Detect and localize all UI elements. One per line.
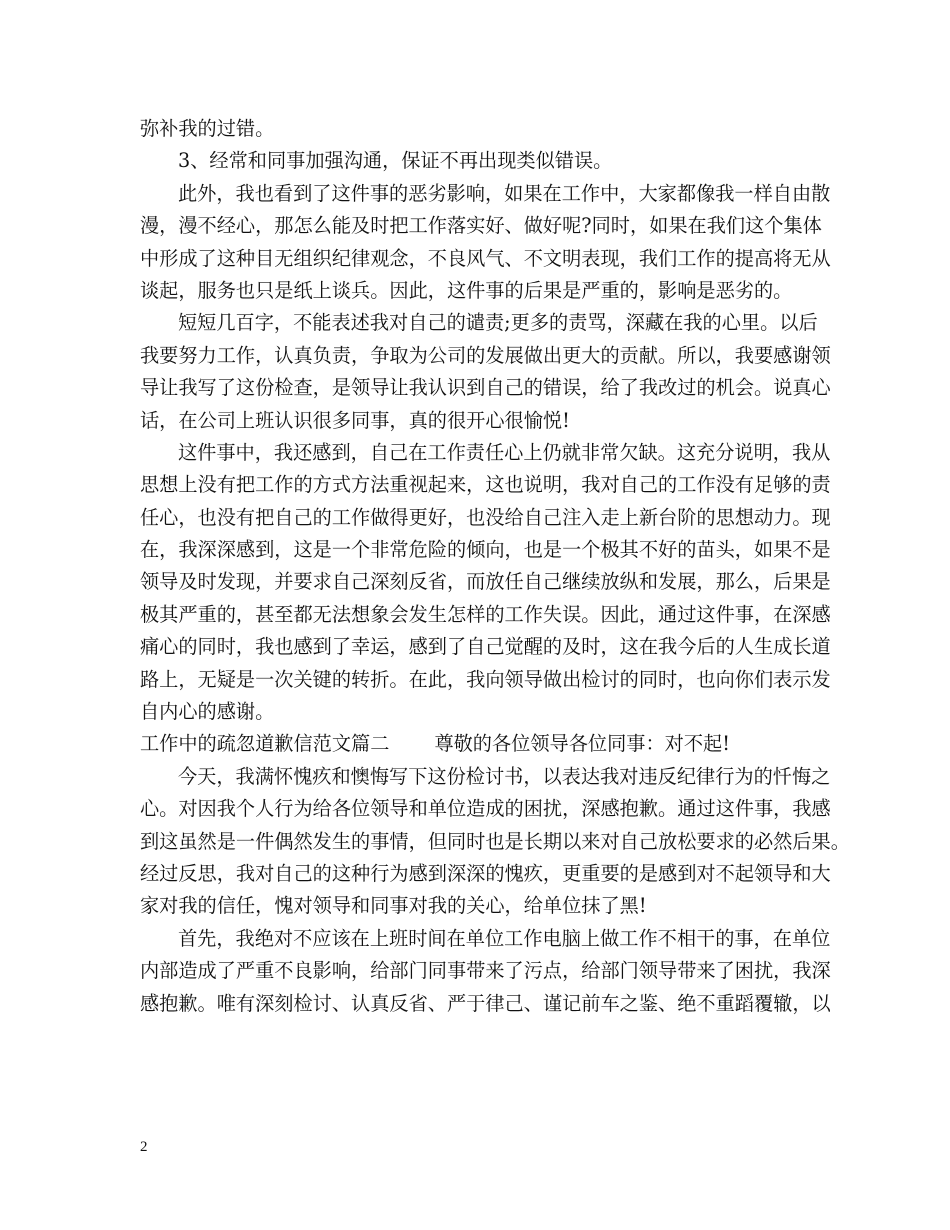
text-line: 导让我写了这份检查，是领导让我认识到自己的错误，给了我改过的机会。说真心 [140,376,831,400]
text-line: 极其严重的，甚至都无法想象会发生怎样的工作失误。因此，通过这件事，在深感 [140,602,831,626]
text-line: 3、经常和同事加强沟通，保证不再出现类似错误。 [178,149,613,173]
document-page [140,113,850,1020]
text-line: 经过反思，我对自己的这种行为感到深深的愧疚，更重要的是感到对不起领导和大 [140,861,831,885]
text-line: 领导及时发现，并要求自己深刻反省，而放任自己继续放纵和发展，那么，后果是 [140,570,831,594]
section-greeting: 尊敬的各位领导各位同事：对不起! [434,732,730,756]
section-heading-line [140,728,812,760]
text-line: 心。对因我个人行为给各位领导和单位造成的困扰，深感抱歉。通过这件事，我感 [140,797,831,821]
text-line: 弥补我的过错。 [140,117,275,140]
text-line: 谈起，服务也只是纸上谈兵。因此，这件事的后果是严重的，影响是恶劣的。 [140,278,793,302]
section-title: 工作中的疏忽道歉信范文篇二 [140,732,390,756]
text-line: 中形成了这种目无组织纪律观念，不良风气、不文明表现，我们工作的提高将无从 [140,246,831,270]
page-number: 2 [140,1139,148,1155]
text-line: 话，在公司上班认识很多同事，真的很开心很愉悦! [140,408,570,432]
text-line: 思想上没有把工作的方式方法重视起来，这也说明，我对自己的工作没有足够的责 [140,473,831,497]
text-line: 此外，我也看到了这件事的恶劣影响，如果在工作中，大家都像我一样自由散 [178,181,831,205]
text-line: 任心，也没有把自己的工作做得更好，也没给自己注入走上新台阶的思想动力。现 [140,505,831,529]
text-line: 家对我的信任，愧对领导和同事对我的关心，给单位抹了黑! [140,894,647,918]
text-line: 这件事中，我还感到，自己在工作责任心上仍就非常欠缺。这充分说明，我从 [178,440,831,464]
text-line: 首先，我绝对不应该在上班时间在单位工作电脑上做工作不相干的事，在单位 [178,926,831,950]
text-line: 短短几百字，不能表述我对自己的谴责;更多的责骂，深藏在我的心里。以后 [178,311,818,335]
text-line: 到这虽然是一件偶然发生的事情，但同时也是长期以来对自己放松要求的必然后果。 [140,829,850,853]
text-line: 路上，无疑是一次关键的转折。在此，我向领导做出检讨的同时，也向你们表示发 [140,667,831,691]
text-line: 内部造成了严重不良影响，给部门同事带来了污点，给部门领导带来了困扰，我深 [140,959,831,983]
text-line: 漫，漫不经心，那怎么能及时把工作落实好、做好呢?同时，如果在我们这个集体 [140,214,822,238]
text-line: 在，我深深感到，这是一个非常危险的倾向，也是一个极其不好的苗头，如果不是 [140,538,831,562]
text-line: 自内心的感谢。 [140,700,275,724]
text-line: 感抱歉。唯有深刻检讨、认真反省、严于律己、谨记前车之鉴、绝不重蹈覆辙，以 [140,991,831,1015]
text-line: 我要努力工作，认真负责，争取为公司的发展做出更大的贡献。所以，我要感谢领 [140,343,831,367]
text-line: 今天，我满怀愧疚和懊悔写下这份检讨书，以表达我对违反纪律行为的忏悔之 [178,764,831,788]
body-text-part-2 [140,761,850,1020]
body-text-part-1 [140,113,831,728]
text-line: 痛心的同时，我也感到了幸运，感到了自己觉醒的及时，这在我今后的人生成长道 [140,635,831,659]
